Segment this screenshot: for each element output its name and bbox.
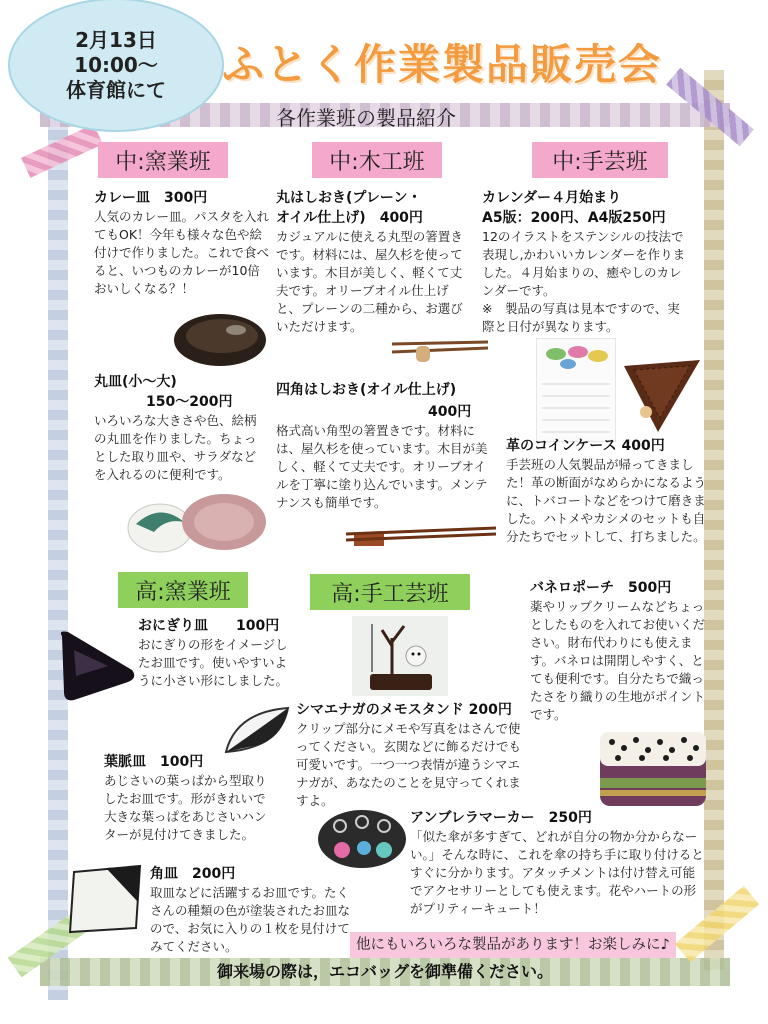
- umbrella-marker-image: [316, 808, 408, 870]
- section-ko-craft: 高:手工芸班: [310, 574, 470, 610]
- leaf-plate-title: 葉脈皿 100円: [104, 754, 204, 770]
- date-badge: [16, 6, 216, 124]
- round-plate-title2: 150〜200円: [146, 394, 233, 410]
- badge-place: 体育館にて: [66, 77, 166, 102]
- footer-eco-bag-notice: 御来場の際は，エコバッグを御準備ください。: [216, 962, 553, 981]
- square-plate-desc: 取皿などに活躍するお皿です。たくさんの種類の色が塗装されたお皿なので、お気に入りの１枚を見付けてみてください。: [150, 885, 351, 954]
- curry-plate-image: [170, 306, 268, 370]
- memo-stand-desc: クリップ部分にメモや写真をはさんで使ってください。玄関などに飾るだけでも可愛いです。一つ一つ表情が違うシマエナガが、あなたのことを見守ってくれますよ。: [296, 721, 522, 808]
- memo-stand-image: [352, 616, 448, 696]
- pouch-desc: 薬やリップクリームなどちょっとしたものを入れてお使いください。財布代わりにも使えます。バネロは開閉しやすく、とても便利です。自分たちで織ったさをり織りの生地がポイントです。: [530, 599, 706, 722]
- leaf-plate-desc: あじさいの葉っぱから型取りしたお皿です。形がきれいで大きな葉っぱをあじさいハンターが見付けてきました。: [104, 773, 267, 842]
- more-products-note: 他にもいろいろな製品があります！お楽しみに♪: [350, 932, 676, 958]
- pouch-title: バネロポーチ 500円: [530, 580, 672, 596]
- round-chopstick-rest-title1: 丸はしおき(プレーン・: [276, 190, 422, 206]
- badge-date: 2月13日: [75, 27, 157, 52]
- square-plate-image: [66, 862, 146, 936]
- umbrella-marker-title: アンブレラマーカー 250円: [410, 810, 592, 826]
- umbrella-marker-desc: 「似た傘が多すぎて、どれが自分の物か分からなーい。」そんな時に、これを傘の持ち手に取り付けるとすぐに分かります。アタッチメントは付け替え可能でアクセサリーとしても使えます。花やハートの形がプリティーキュート！: [410, 829, 704, 916]
- left-tape: [48, 120, 68, 1000]
- round-chopstick-rest-title2: オイル仕上げ) 400円: [276, 210, 423, 226]
- coin-case-desc: 手芸班の人気製品が帰ってきました！革の断面がなめらかになるように、トバコートなどをつけて磨きました。ハトメやカシメのセットも自分たちでセットして、打ちました。: [506, 457, 707, 544]
- square-chopstick-rest-title2: 400円: [428, 404, 472, 420]
- onigiri-plate-title: おにぎり皿 100円: [138, 618, 280, 634]
- section-ko-kiln: 高:窯業班: [118, 572, 248, 608]
- onigiri-plate-image: [54, 626, 138, 704]
- calendar-note: ※ 製品の写真は見本ですので、実際と日付が異なります。: [482, 301, 680, 334]
- leaf-plate-image: [222, 704, 292, 760]
- section-chu-wood: 中:木工班: [312, 142, 442, 178]
- section-chu-craft: 中:手芸班: [532, 142, 668, 178]
- page-subtitle: 各作業班の製品紹介: [276, 106, 456, 130]
- calendar-title2: A5版：200円、A4版250円: [482, 210, 666, 226]
- round-plate-title1: 丸皿(小〜大): [94, 374, 177, 390]
- coin-case-image: [618, 356, 706, 436]
- page-title: ふとく作業製品販売会: [222, 40, 663, 89]
- memo-stand-title: シマエナガのメモスタンド 200円: [296, 702, 512, 718]
- round-chopstick-rest-image: [388, 334, 492, 370]
- square-plate-title: 角皿 200円: [150, 866, 236, 882]
- curry-plate-desc: 人気のカレー皿。パスタを入れてもOK！今年も様々な色や絵付けで作りました。これで食べると、いつものカレーが10倍おいしくなる？！: [94, 209, 270, 296]
- badge-time: 10:00〜: [74, 52, 158, 77]
- coin-case-title: 革のコインケース 400円: [506, 438, 665, 454]
- calendar-desc: 12のイラストをステンシルの技法で表現し,かわいいカレンダーを作りました。４月始まりの、癒やしのカレンダーです。: [482, 229, 686, 298]
- square-chopstick-rest-desc: 格式高い角型の箸置きです。材料には、屋久杉を使っています。木目が美しく、軽くて丈夫です。オリーブオイルを丁寧に塗り込んでいます。メンテナンスも簡単です。: [276, 423, 488, 510]
- pouch-image: [598, 726, 708, 808]
- round-plates-image: [126, 492, 268, 556]
- calendar-title1: カレンダー４月始まり: [482, 190, 622, 206]
- curry-plate-title: カレー皿 300円: [94, 190, 208, 206]
- square-chopstick-rest-image: [340, 512, 500, 556]
- calendar-image: [536, 338, 616, 442]
- round-plate-desc: いろいろな大きさや色、絵柄の丸皿を作りました。ちょっとした取り皿や、サラダなどを入れるのに便利です。: [94, 413, 257, 482]
- square-chopstick-rest-title1: 四角はしおき(オイル仕上げ): [276, 382, 457, 398]
- onigiri-plate-desc: おにぎりの形をイメージしたお皿です。使いやすいように小さい形にしました。: [138, 637, 289, 688]
- round-chopstick-rest-desc: カジュアルに使える丸型の箸置きです。材料には、屋久杉を使っています。木目が美しく、軽くて丈夫です。オリーブオイル仕上げと、プレーンの二種から、お選びいただけます。: [276, 229, 463, 334]
- section-chu-kiln: 中:窯業班: [98, 142, 228, 178]
